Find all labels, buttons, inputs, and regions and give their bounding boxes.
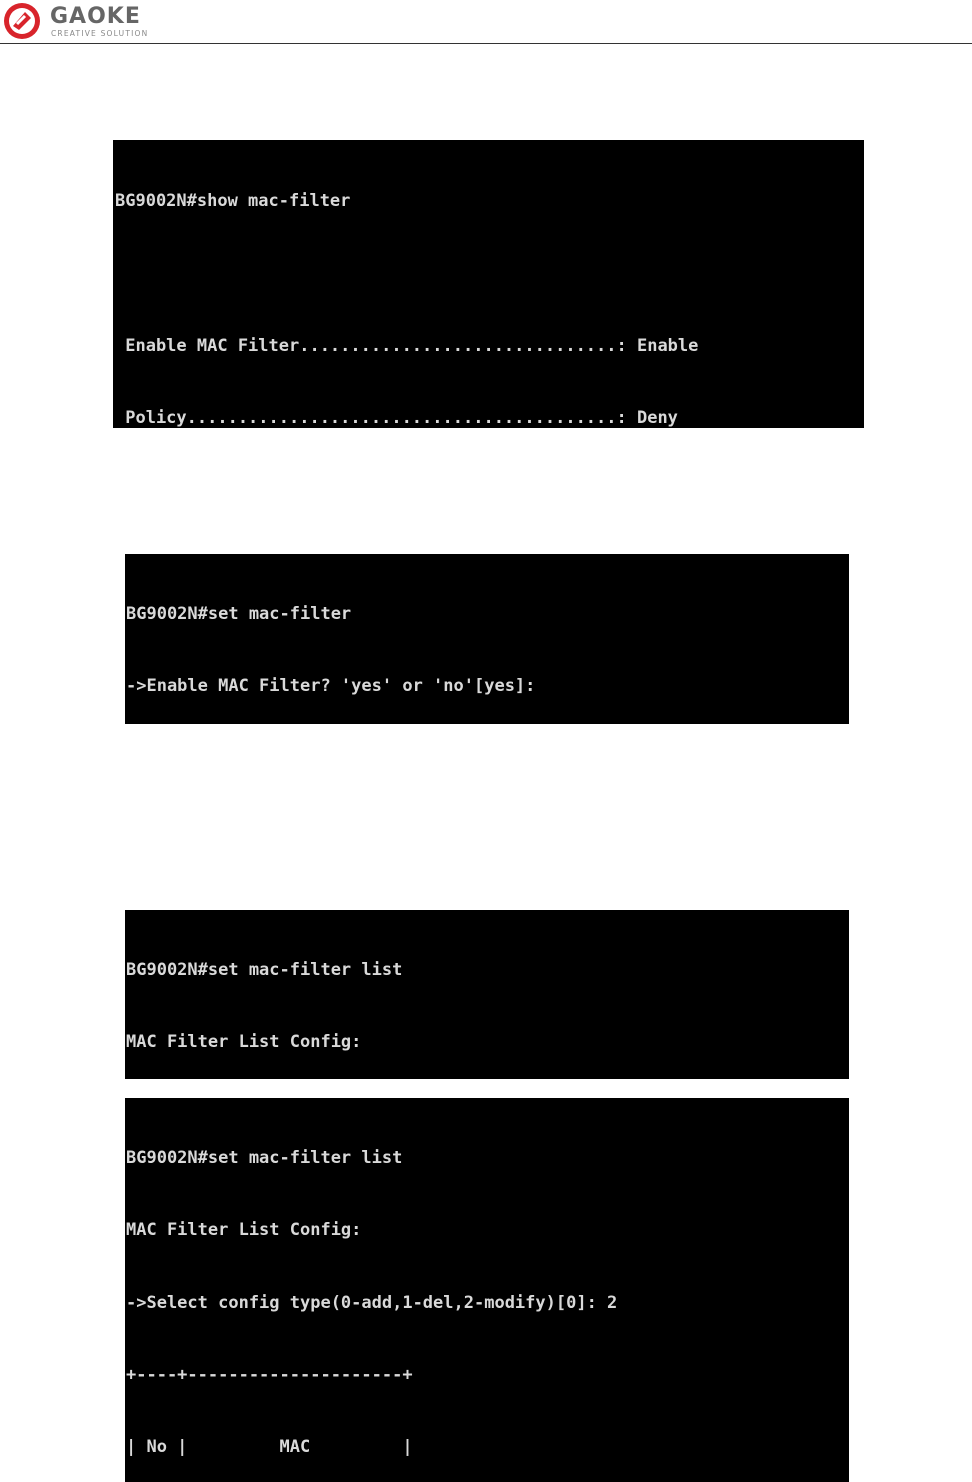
page-header	[0, 0, 972, 44]
terminal-line: +----+---------------------+	[126, 1365, 413, 1386]
terminal-line: BG9002N#show mac-filter	[115, 191, 351, 212]
terminal-add-mac-filter-list	[125, 910, 849, 1079]
terminal-line: MAC Filter List Config:	[126, 1220, 362, 1241]
brand-tagline: CREATIVE SOLUTION	[51, 29, 149, 38]
terminal-line: | No | MAC |	[126, 1437, 413, 1458]
terminal-show-mac-filter	[113, 140, 864, 428]
brand-name: GAOKE	[50, 4, 141, 29]
terminal-set-mac-filter	[125, 554, 849, 724]
terminal-line: BG9002N#set mac-filter list	[126, 960, 403, 981]
terminal-line: ->Select config type(0-add,1-del,2-modify)[0]: 2	[126, 1292, 618, 1313]
terminal-line: Policy..........................................: Deny	[115, 408, 678, 428]
terminal-line: MAC Filter List Config:	[126, 1032, 362, 1053]
header-divider	[0, 43, 972, 44]
gaoke-logo-icon	[3, 2, 41, 40]
terminal-line	[115, 261, 864, 285]
terminal-line: Enable MAC Filter...............................: Enable	[115, 335, 699, 356]
terminal-modify-mac-filter-list	[125, 1098, 849, 1482]
terminal-line: BG9002N#set mac-filter	[126, 604, 352, 625]
terminal-line: ->Enable MAC Filter? 'yes' or 'no'[yes]:	[126, 676, 536, 697]
terminal-line: BG9002N#set mac-filter list	[126, 1148, 403, 1169]
